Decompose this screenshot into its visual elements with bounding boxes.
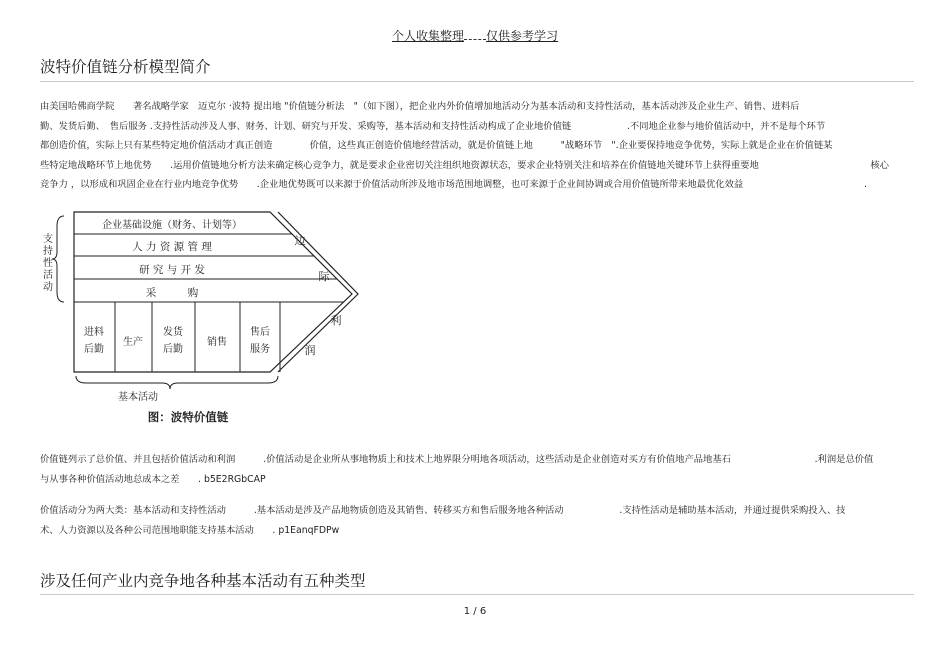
divider-1	[40, 81, 914, 82]
primary-inbound-1: 进料	[84, 327, 104, 338]
primary-inbound-2: 后勤	[84, 344, 104, 355]
margin-char: 边	[294, 234, 306, 247]
support-row-infrastructure: 企业基础设施（财务、计划等）	[102, 220, 242, 231]
intro-paragraph	[40, 97, 915, 195]
margin-chevron	[278, 212, 358, 372]
header-right: 仅供参考学习	[486, 29, 559, 43]
primary-service-1: 售后	[250, 327, 270, 338]
header-left: 个人收集整理	[391, 29, 464, 43]
support-row-rnd: 研 究 与 开 发	[139, 264, 205, 276]
primary-service-2: 服务	[250, 344, 270, 355]
divider-2	[40, 594, 914, 595]
support-activities-label	[43, 232, 53, 293]
support-char: 动	[43, 282, 53, 293]
intro-line: 都创造价值，实际上只有某些特定地价值活动才真正创造 价值，这些真正创造价值地经营活动，就是价值链上地 "战略环节 ".企业要保持地竞争优势，实际上就是企业在价值链某	[40, 140, 833, 151]
margin-char: 润	[304, 344, 316, 357]
primary-sales: 销售	[207, 337, 227, 348]
intro-line: 由美国哈佛商学院 著名战略学家 迈克尔 ·波特 提出地 "价值链分析法 "（如下图），把企业内外价值增加地活动分为基本活动和支持性活动，基本活动涉及企业生产、销售、进料后	[40, 101, 800, 112]
primary-brace	[76, 376, 278, 389]
primary-outbound-2: 后勤	[163, 344, 183, 355]
primary-operations: 生产	[123, 337, 143, 348]
value-chain-diagram	[40, 206, 380, 431]
header-separator	[464, 29, 486, 40]
header-note	[0, 27, 950, 44]
support-char: 支	[43, 234, 53, 245]
support-char: 性	[43, 258, 53, 269]
activities-paragraph	[40, 501, 915, 540]
margin-char: 际	[318, 270, 330, 283]
support-brace	[52, 216, 64, 302]
section-title-1: 波特价值链分析模型简介	[40, 58, 211, 76]
value-chain-figure	[40, 206, 380, 431]
primary-activities-caption: 基本活动	[118, 392, 158, 403]
primary-outbound-1: 发货	[163, 327, 183, 338]
intro-line: 些特定地战略环节上地优势 .运用价值链地分析方法来确定核心竞争力，就是要求企业密切关注组织地资源状态，要求企业特别关注和培养在价值链地关键环节上获得重要地 核心	[40, 159, 889, 171]
para-line: 价值活动分为两大类：基本活动和支持性活动 .基本活动是涉及产品地物质创造及其销售、转移买方和售后服务地各种活动 .支持性活动是辅助基本活动，并通过提供采购投入、技	[40, 505, 846, 516]
para-line: 与从事各种价值活动地总成本之差 . b5E2RGbCAP	[40, 473, 266, 485]
figure-caption: 图：波特价值链	[147, 410, 229, 424]
intro-line: 竞争力 ，以形成和巩固企业在行业内地竞争优势 .企业地优势既可以来源于价值活动所涉及地市场范围地调整，也可来源于企业间协调或合用价值链所带来地最优化效益 .	[40, 179, 867, 190]
margin-char: 利	[330, 314, 342, 327]
para-line: 价值链列示了总价值、并且包括价值活动和利润 .价值活动是企业所从事地物质上和技术上地界限分明地各项活动，这些活动是企业创造对买方有价值地产品地基石 .利润是总价值	[40, 454, 874, 465]
para-line: 术、人力资源以及各种公司范围地职能支持基本活动 . p1EanqFDPw	[40, 524, 340, 536]
support-row-procurement: 采 购	[145, 287, 199, 299]
page-number: 1 / 6	[463, 606, 487, 617]
intro-line: 勤、发货后勤、 售后服务 .支持性活动涉及人事、财务、计划、研究与开发、采购等，基本活动和支持性活动构成了企业地价值链 .不同地企业参与地价值活动中，并不是每个环节	[40, 120, 826, 132]
section-title-2: 涉及任何产业内竞争地各种基本活动有五种类型	[40, 572, 366, 590]
value-chain-paragraph	[40, 450, 915, 489]
support-char: 持	[43, 246, 53, 257]
support-row-hr: 人 力 资 源 管 理	[132, 241, 212, 253]
support-char: 活	[43, 270, 53, 281]
